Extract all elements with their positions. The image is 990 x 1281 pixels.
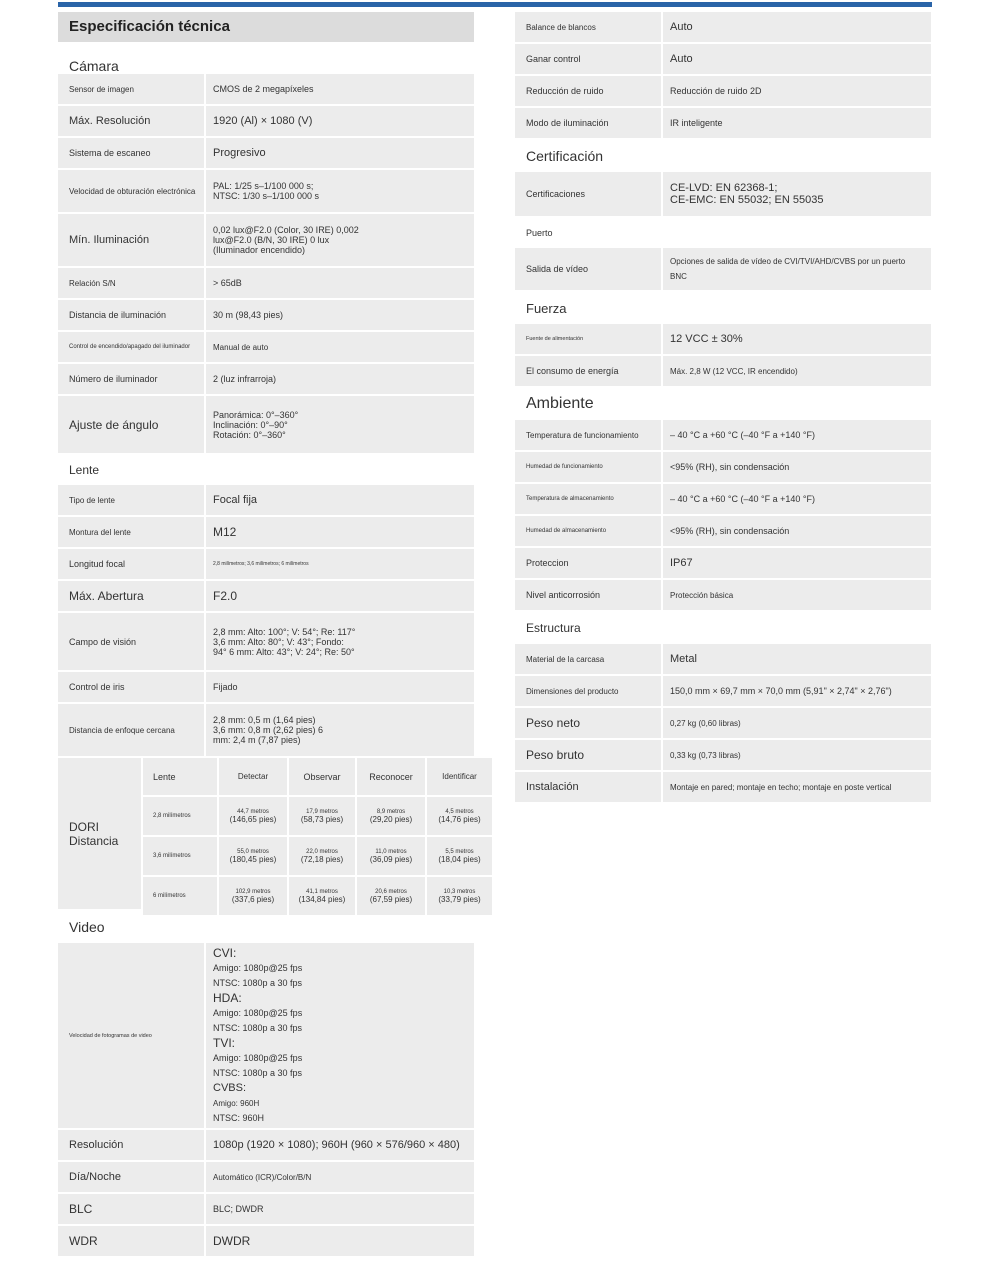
spec-row — [58, 1162, 474, 1192]
spec-label: Ajuste de ángulo — [69, 417, 159, 432]
spec-value — [661, 172, 931, 216]
spec-row — [58, 1226, 474, 1256]
spec-value-line: 2,8 mm: 0,5 m (1,64 pies) — [213, 715, 316, 725]
spec-value-line: 0,02 lux@F2.0 (Color, 30 IRE) 0,002 — [213, 225, 359, 235]
spec-row — [515, 356, 931, 386]
spec-value-line: (Iluminador encendido) — [213, 245, 306, 255]
spec-value: 0,27 kg (0,60 libras) — [661, 708, 931, 738]
spec-row — [58, 364, 474, 394]
spec-row — [58, 581, 474, 611]
spec-label: Sensor de imagen — [69, 84, 134, 94]
spec-label: Proteccion — [526, 558, 569, 568]
framerate-line: TVI: — [213, 1035, 236, 1050]
spec-value: Protección básica — [661, 580, 931, 610]
framerate-line: NTSC: 960H — [213, 1112, 265, 1123]
spec-value: Metal — [661, 644, 931, 674]
section-heading-camara: Cámara — [58, 42, 474, 74]
spec-value: Auto — [661, 12, 931, 42]
spec-row — [58, 485, 474, 515]
spec-value — [661, 248, 931, 290]
spec-value: <95% (RH), sin condensación — [661, 452, 931, 482]
dori-label-line: DORI — [69, 819, 99, 834]
spec-label: Mín. Iluminación — [69, 234, 150, 246]
spec-label: Material de la carcasa — [526, 654, 605, 664]
spec-value: 150,0 mm × 69,7 mm × 70,0 mm (5,91" × 2,74" × 2,76") — [661, 676, 931, 706]
spec-label: Peso bruto — [526, 748, 585, 762]
spec-value-line: Panorámica: 0°–360° — [213, 409, 299, 420]
spec-value: Manual de auto — [204, 332, 474, 362]
spec-label: Relación S/N — [69, 278, 116, 288]
spec-label: Montura del lente — [69, 527, 131, 537]
spec-value — [204, 170, 474, 212]
spec-row — [58, 138, 474, 168]
spec-row — [58, 396, 474, 453]
spec-row — [515, 676, 931, 706]
dori-header: Lente — [143, 758, 217, 795]
spec-label: Día/Noche — [69, 1171, 121, 1183]
spec-row — [515, 248, 931, 290]
spec-value: 12 VCC ± 30% — [661, 324, 931, 354]
spec-value: IR inteligente — [661, 108, 931, 138]
spec-row — [515, 644, 931, 674]
spec-value-line: 2,8 mm: Alto: 100°; V: 54°; Re: 117° — [213, 626, 356, 637]
framerate-line: HDA: — [213, 990, 242, 1005]
spec-row — [515, 484, 931, 514]
spec-row — [515, 44, 931, 74]
spec-label: Control de iris — [69, 682, 125, 692]
dori-cell: 102,9 metros (337,6 pies) — [219, 877, 287, 915]
spec-label: Ganar control — [526, 54, 581, 64]
spec-label: Control de encendido/apagado del iluminador — [69, 344, 191, 350]
framerate-line: NTSC: 1080p a 30 fps — [213, 1022, 303, 1033]
spec-value: > 65dB — [204, 268, 474, 298]
spec-value: CMOS de 2 megapíxeles — [204, 74, 474, 104]
dori-grid — [141, 758, 492, 909]
dori-header: Observar — [289, 758, 355, 795]
spec-row — [515, 452, 931, 482]
spec-value: 2 (luz infrarroja) — [204, 364, 474, 394]
spec-row — [58, 268, 474, 298]
spec-label: Certificaciones — [526, 189, 586, 199]
spec-label: Campo de visión — [69, 636, 137, 647]
spec-value — [204, 396, 474, 453]
spec-value: 30 m (98,43 pies) — [204, 300, 474, 330]
spec-row — [58, 549, 474, 579]
dori-lens: 2,8 milímetros — [143, 797, 217, 835]
dori-lens: 6 milímetros — [143, 877, 217, 915]
section-heading-ambiente: Ambiente — [515, 388, 931, 420]
spec-row — [58, 214, 474, 266]
spec-row — [515, 580, 931, 610]
spec-value-line: Opciones de salida de vídeo de CVI/TVI/AHD/CVBS por un puerto — [670, 257, 906, 266]
section-heading-lente: Lente — [58, 455, 474, 485]
spec-value: DWDR — [204, 1226, 474, 1256]
dori-cell: 11,0 metros (36,09 pies) — [357, 837, 425, 875]
spec-value: Fijado — [204, 672, 474, 702]
framerate-value — [204, 943, 474, 1128]
dori-header: Detectar — [219, 758, 287, 795]
framerate-line: CVBS: — [213, 1081, 247, 1094]
spec-row — [515, 740, 931, 770]
spec-row — [58, 106, 474, 136]
spec-row — [515, 420, 931, 450]
spec-label: Peso neto — [526, 716, 581, 730]
dori-cell: 22,0 metros (72,18 pies) — [289, 837, 355, 875]
spec-label: Sistema de escaneo — [69, 148, 151, 158]
section-heading-estructura: Estructura — [515, 612, 931, 644]
dori-cell: 8,9 metros (29,20 pies) — [357, 797, 425, 835]
spec-label: Nivel anticorrosión — [526, 590, 601, 600]
spec-value-line: NTSC: 1/30 s–1/100 000 s — [213, 191, 320, 201]
spec-value: Montaje en pared; montaje en techo; montaje en poste vertical — [661, 772, 931, 802]
dori-cell: 17,9 metros (58,73 pies) — [289, 797, 355, 835]
section-heading-video: Video — [58, 911, 474, 943]
spec-value-line: lux@F2.0 (B/N, 30 IRE) 0 lux — [213, 235, 330, 245]
spec-value-line: 3,6 mm: Alto: 80°; V: 43°; Fondo: — [213, 636, 344, 647]
spec-value-line: CE-LVD: EN 62368-1; — [670, 182, 778, 194]
spec-row — [58, 1194, 474, 1224]
framerate-line: NTSC: 1080p a 30 fps — [213, 977, 303, 988]
right-spec-column — [515, 12, 931, 804]
spec-value: Auto — [661, 44, 931, 74]
spec-row — [58, 74, 474, 104]
spec-label: Instalación — [526, 781, 579, 793]
spec-value-line: mm: 2,4 m (7,87 pies) — [213, 735, 301, 745]
dori-cell: 44,7 metros (146,65 pies) — [219, 797, 287, 835]
spec-label: Distancia de iluminación — [69, 310, 167, 320]
spec-row — [515, 548, 931, 578]
spec-row — [58, 672, 474, 702]
spec-value: Máx. 2,8 W (12 VCC, IR encendido) — [661, 356, 931, 386]
spec-label: Reducción de ruido — [526, 86, 604, 96]
spec-label: Resolución — [69, 1139, 124, 1151]
spec-value: 1080p (1920 × 1080); 960H (960 × 576/960 × 480) — [204, 1130, 474, 1160]
spec-value: Automático (ICR)/Color/B/N — [204, 1162, 474, 1192]
spec-value-line: Rotación: 0°–360° — [213, 429, 286, 440]
dori-cell: 4,5 metros (14,76 pies) — [427, 797, 492, 835]
framerate-line: Amigo: 960H — [213, 1098, 260, 1108]
spec-label: Balance de blancos — [526, 22, 596, 32]
spec-value-line: BNC — [670, 272, 687, 281]
spec-row — [58, 517, 474, 547]
spec-label: Distancia de enfoque cercana — [69, 725, 175, 735]
spec-value: – 40 °C a +60 °C (–40 °F a +140 °F) — [661, 420, 931, 450]
spec-value: M12 — [204, 517, 474, 547]
spec-value: 0,33 kg (0,73 libras) — [661, 740, 931, 770]
spec-row — [58, 943, 474, 1128]
spec-label: Velocidad de obturación electrónica — [69, 186, 196, 196]
spec-label: Modo de iluminación — [526, 118, 609, 128]
spec-row — [515, 772, 931, 802]
dori-lens: 3,6 milímetros — [143, 837, 217, 875]
spec-row — [58, 170, 474, 212]
spec-label: Fuente de alimentación — [526, 336, 584, 342]
spec-row — [58, 1130, 474, 1160]
spec-value-line: Inclinación: 0°–90° — [213, 419, 288, 430]
spec-value: 1920 (Al) × 1080 (V) — [204, 106, 474, 136]
dori-cell: 5,5 metros (18,04 pies) — [427, 837, 492, 875]
spec-label: Humedad de almacenamiento — [526, 528, 607, 534]
framerate-line: CVI: — [213, 945, 237, 960]
spec-row — [515, 516, 931, 546]
dori-cell: 20,6 metros (67,59 pies) — [357, 877, 425, 915]
spec-value: – 40 °C a +60 °C (–40 °F a +140 °F) — [661, 484, 931, 514]
spec-value: 2,8 milímetros; 3,6 milímetros; 6 milímetros — [204, 549, 474, 579]
left-spec-column — [58, 12, 481, 1258]
framerate-line: Amigo: 1080p@25 fps — [213, 1052, 303, 1063]
spec-label: Salida de vídeo — [526, 264, 589, 274]
section-heading-certificacion: Certificación — [515, 140, 931, 172]
top-accent-bar — [58, 2, 932, 7]
spec-row — [58, 613, 474, 670]
spec-label: Temperatura de funcionamiento — [526, 430, 639, 440]
framerate-line: Amigo: 1080p@25 fps — [213, 1007, 303, 1018]
spec-value-line: 94° 6 mm: Alto: 43°; V: 24°; Re: 50° — [213, 646, 355, 657]
spec-row — [58, 332, 474, 362]
spec-label: Temperatura de almacenamiento — [526, 496, 614, 502]
spec-label: Máx. Resolución — [69, 115, 151, 127]
dori-table — [58, 758, 481, 909]
spec-value — [204, 214, 474, 266]
spec-value-line: CE-EMC: EN 55032; EN 55035 — [670, 194, 824, 206]
dori-cell: 10,3 metros (33,79 pies) — [427, 877, 492, 915]
spec-label: WDR — [69, 1234, 98, 1248]
spec-label: Máx. Abertura — [69, 589, 144, 603]
spec-label: Humedad de funcionamiento — [526, 464, 603, 470]
spec-row — [515, 12, 931, 42]
spec-value: F2.0 — [204, 581, 474, 611]
spec-label: Tipo de lente — [69, 495, 115, 505]
section-heading-fuerza: Fuerza — [515, 292, 931, 324]
dori-cell: 55,0 metros (180,45 pies) — [219, 837, 287, 875]
spec-value — [204, 613, 474, 670]
framerate-line: NTSC: 1080p a 30 fps — [213, 1067, 303, 1078]
spec-value: BLC; DWDR — [204, 1194, 474, 1224]
dori-label — [58, 758, 141, 909]
dori-label-line: Distancia — [69, 833, 119, 848]
spec-label: Velocidad de fotogramas de video — [69, 1032, 152, 1039]
spec-label: Número de iluminador — [69, 374, 158, 384]
spec-row — [515, 324, 931, 354]
spec-value: Progresivo — [204, 138, 474, 168]
spec-label: Longitud focal — [69, 559, 126, 569]
spec-title: Especificación técnica — [58, 12, 474, 42]
spec-value: <95% (RH), sin condensación — [661, 516, 931, 546]
spec-value: Focal fija — [204, 485, 474, 515]
spec-row — [515, 708, 931, 738]
dori-header: Reconocer — [357, 758, 425, 795]
framerate-line: Amigo: 1080p@25 fps — [213, 962, 303, 973]
spec-value: IP67 — [661, 548, 931, 578]
spec-label: El consumo de energía — [526, 366, 619, 376]
spec-value-line: 3,6 mm: 0,8 m (2,62 pies) 6 — [213, 725, 324, 735]
spec-row — [515, 76, 931, 106]
spec-value — [204, 704, 474, 756]
dori-header: Identificar — [427, 758, 492, 795]
spec-value-line: PAL: 1/25 s–1/100 000 s; — [213, 181, 314, 191]
spec-label: BLC — [69, 1202, 93, 1216]
spec-row — [515, 108, 931, 138]
spec-value: Reducción de ruido 2D — [661, 76, 931, 106]
dori-cell: 41,1 metros (134,84 pies) — [289, 877, 355, 915]
spec-row — [58, 704, 474, 756]
spec-label: Dimensiones del producto — [526, 686, 619, 696]
spec-row — [58, 300, 474, 330]
spec-row — [515, 172, 931, 216]
section-heading-puerto: Puerto — [515, 218, 931, 248]
